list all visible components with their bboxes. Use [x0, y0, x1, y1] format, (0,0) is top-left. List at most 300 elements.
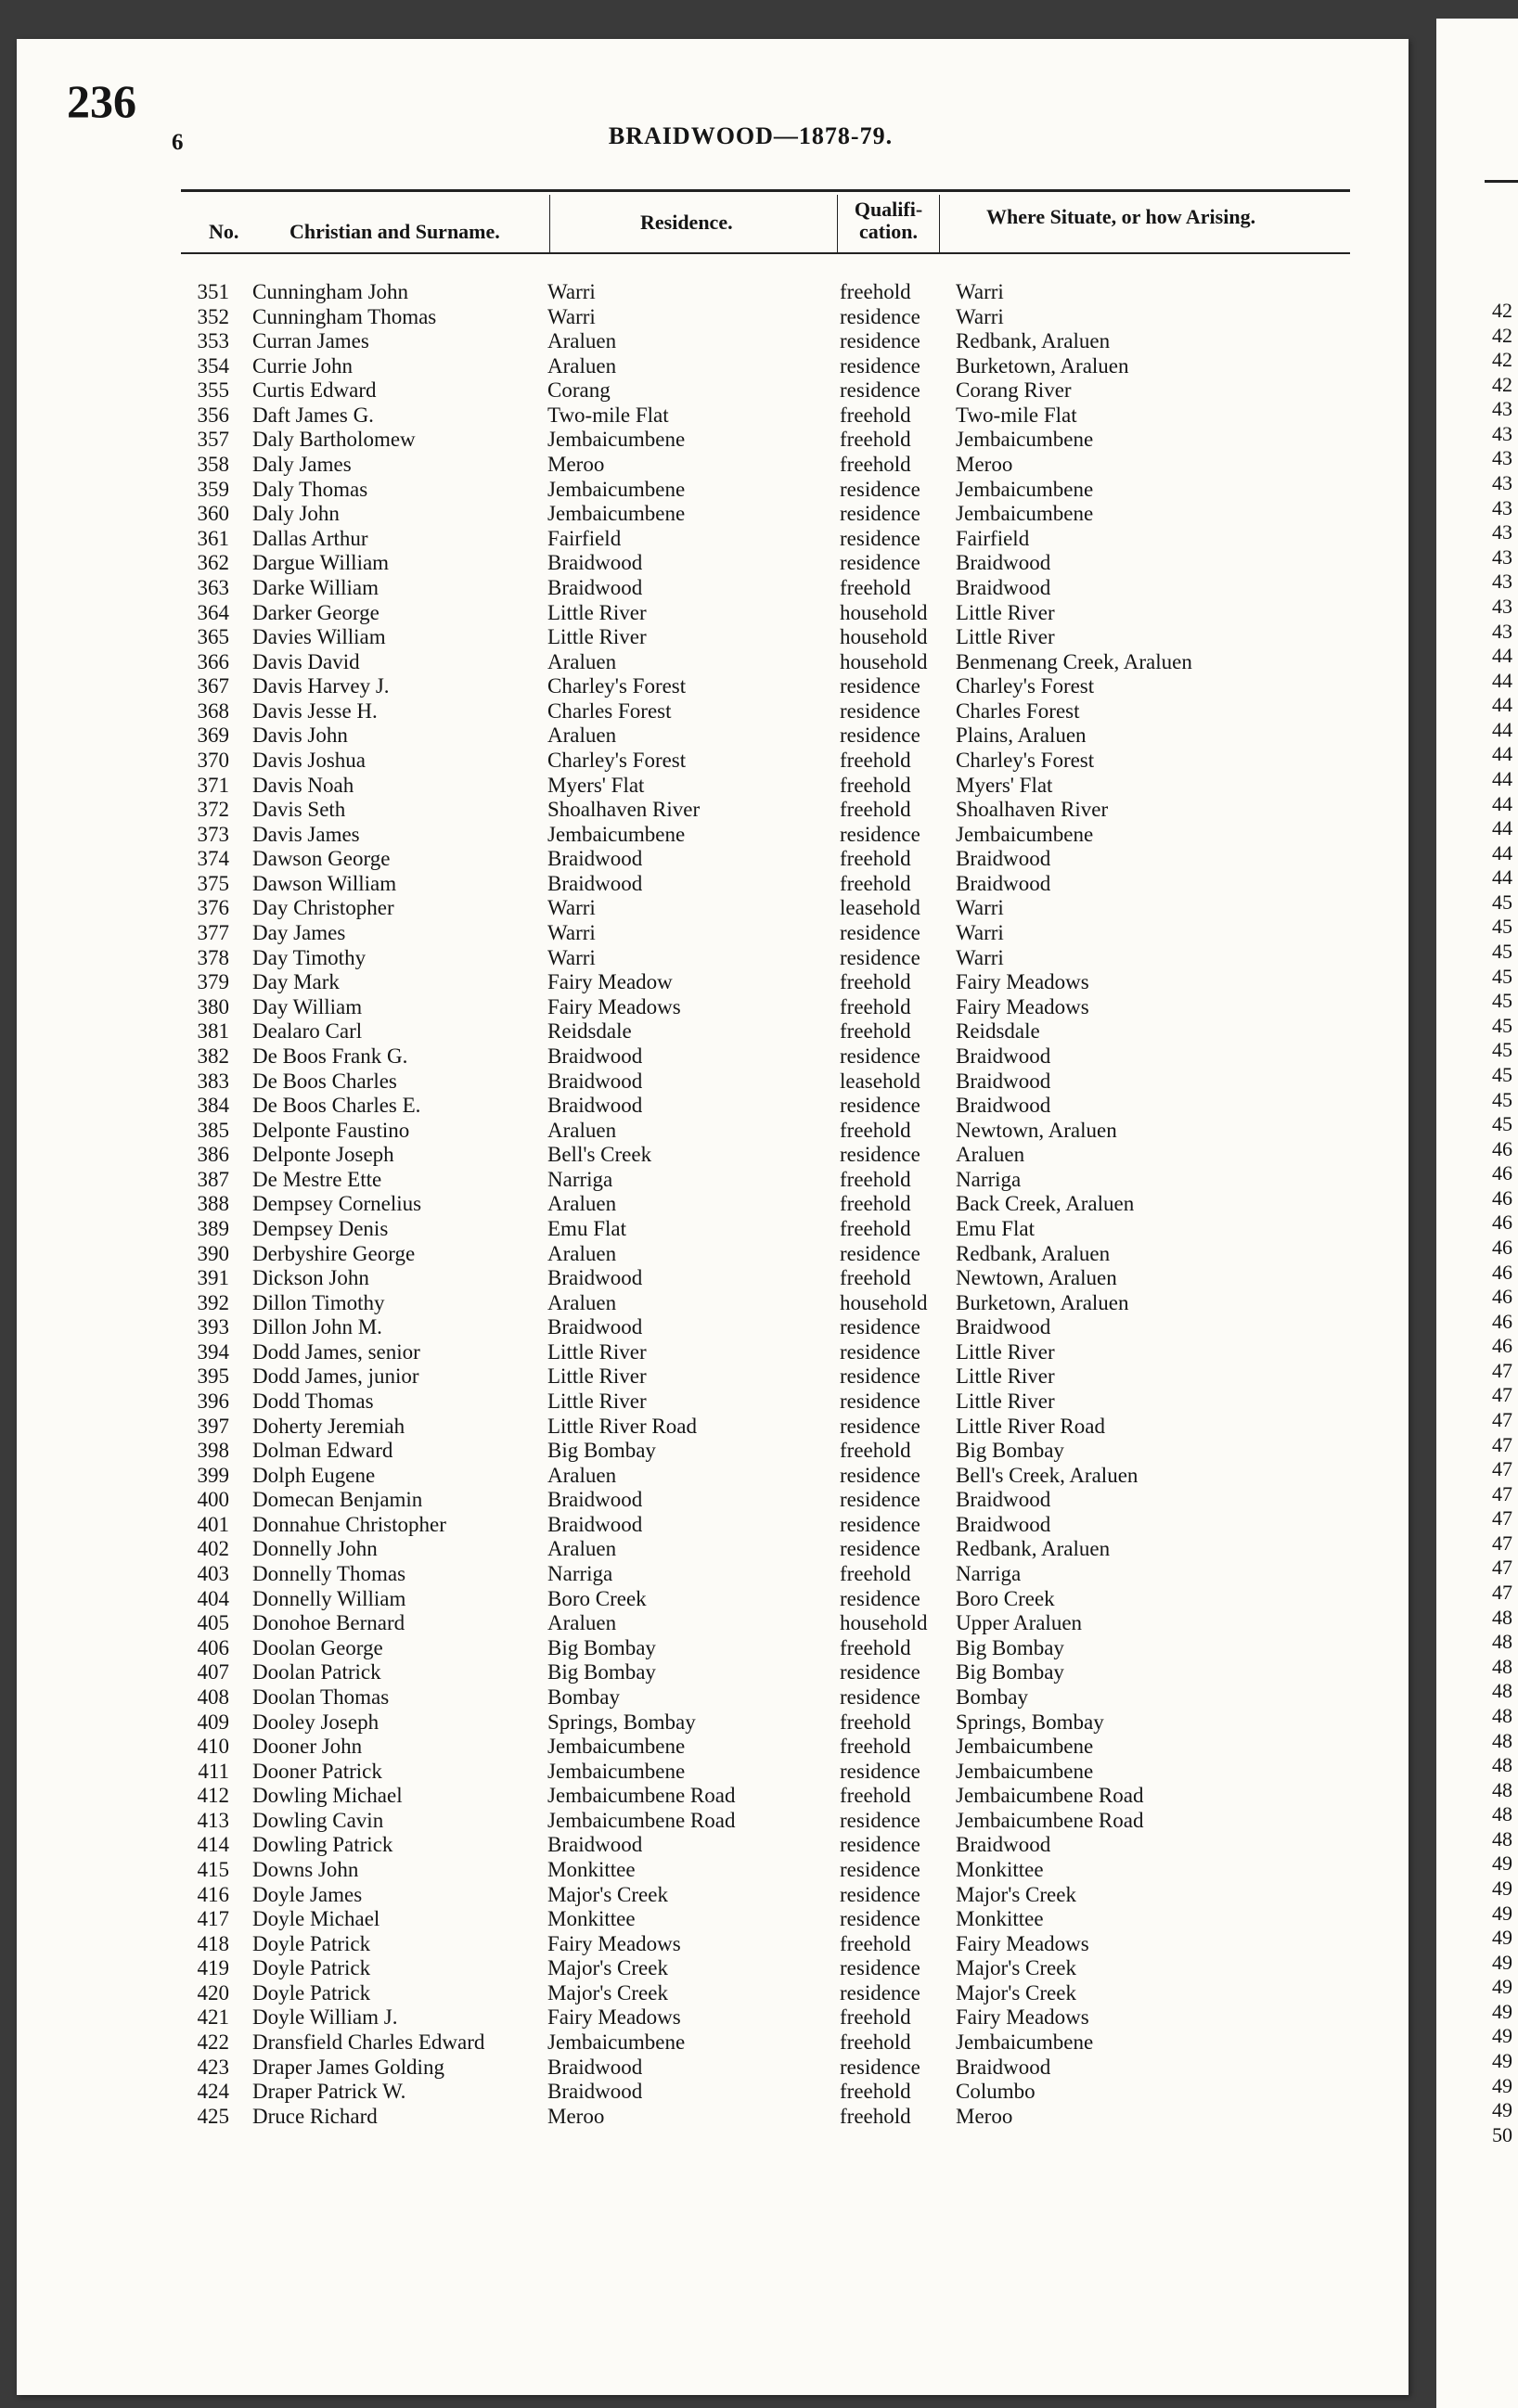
elector-residence: Araluen	[547, 1192, 617, 1216]
elector-where-situate: Big Bombay	[956, 1635, 1064, 1659]
elector-name: Donnelly William	[252, 1586, 406, 1610]
table-row	[0, 1883, 1447, 1908]
table-row	[0, 2056, 1447, 2081]
elector-name: Draper Patrick W.	[252, 2080, 406, 2104]
elector-qualification: residence	[840, 1094, 920, 1118]
adjacent-page-number: 47	[1492, 1506, 1512, 1531]
elector-number: 403	[197, 1562, 229, 1586]
column-divider	[939, 195, 940, 252]
elector-number: 383	[197, 1069, 229, 1093]
adjacent-page-number: 50	[1492, 2122, 1512, 2146]
adjacent-page-number: 44	[1492, 766, 1512, 790]
elector-qualification: household	[840, 1290, 928, 1314]
elector-residence: Big Bombay	[547, 1439, 656, 1463]
adjacent-page-edge	[1436, 19, 1518, 2408]
adjacent-page-number: 45	[1492, 964, 1512, 988]
elector-residence: Araluen	[547, 649, 617, 673]
elector-residence: Charley's Forest	[547, 674, 687, 698]
adjacent-page-number: 48	[1492, 1703, 1512, 1727]
elector-qualification: freehold	[840, 1931, 911, 1955]
table-row	[0, 625, 1447, 650]
elector-name: Dodd James, senior	[252, 1339, 420, 1364]
elector-number: 373	[197, 822, 229, 846]
elector-number: 378	[197, 945, 229, 969]
elector-name: Donnelly Thomas	[252, 1562, 406, 1586]
elector-qualification: freehold	[840, 994, 911, 1018]
table-row	[0, 1464, 1447, 1489]
table-row	[0, 1858, 1447, 1883]
table-row	[0, 699, 1447, 724]
table-row	[0, 1192, 1447, 1217]
elector-where-situate: Fairy Meadows	[956, 1931, 1089, 1955]
table-row	[0, 798, 1447, 823]
elector-residence: Meroo	[547, 2104, 605, 2128]
elector-name: Dempsey Denis	[252, 1216, 389, 1240]
elector-where-situate: Fairy Meadows	[956, 2005, 1089, 2030]
elector-number: 358	[197, 453, 229, 477]
column-divider	[549, 195, 550, 252]
elector-name: Dempsey Cornelius	[252, 1192, 422, 1216]
elector-where-situate: Fairy Meadows	[956, 970, 1089, 994]
elector-number: 395	[197, 1364, 229, 1389]
elector-residence: Jembaicumbene	[547, 2030, 686, 2055]
elector-number: 392	[197, 1290, 229, 1314]
table-row	[0, 1907, 1447, 1932]
elector-where-situate: Charley's Forest	[956, 748, 1095, 772]
elector-number: 387	[197, 1167, 229, 1191]
elector-qualification: freehold	[840, 453, 911, 477]
elector-number: 404	[197, 1586, 229, 1610]
elector-name: De Boos Charles	[252, 1069, 397, 1093]
elector-qualification: freehold	[840, 2030, 911, 2055]
elector-where-situate: Redbank, Araluen	[956, 1537, 1111, 1561]
elector-qualification: residence	[840, 1390, 920, 1414]
adjacent-page-number: 43	[1492, 495, 1512, 519]
adjacent-page-number: 43	[1492, 471, 1512, 495]
elector-number: 370	[197, 748, 229, 772]
table-row	[0, 1735, 1447, 1760]
elector-name: Dolman Edward	[252, 1439, 393, 1463]
elector-qualification: residence	[840, 1858, 920, 1881]
elector-number: 365	[197, 625, 229, 649]
elector-residence: Braidwood	[547, 1315, 643, 1339]
table-row	[0, 1242, 1447, 1267]
elector-name: Dolph Eugene	[252, 1463, 376, 1487]
elector-qualification: household	[840, 625, 928, 649]
elector-name: Dowling Patrick	[252, 1833, 393, 1857]
adjacent-page-number: 46	[1492, 1136, 1512, 1160]
elector-where-situate: Warri	[956, 280, 1004, 303]
adjacent-page-number: 47	[1492, 1383, 1512, 1407]
elector-qualification: freehold	[840, 403, 911, 427]
elector-where-situate: Plains, Araluen	[956, 724, 1087, 748]
elector-residence: Jembaicumbene Road	[547, 1784, 736, 1808]
elector-residence: Braidwood	[547, 847, 643, 871]
adjacent-page-number: 46	[1492, 1334, 1512, 1358]
adjacent-page-number: 44	[1492, 668, 1512, 692]
adjacent-page-number: 46	[1492, 1260, 1512, 1284]
elector-number: 402	[197, 1537, 229, 1561]
elector-where-situate: Braidwood	[956, 871, 1051, 895]
table-row	[0, 478, 1447, 503]
elector-residence: Jembaicumbene	[547, 428, 686, 452]
elector-where-situate: Newtown, Araluen	[956, 1118, 1117, 1142]
elector-where-situate: Little River	[956, 1339, 1055, 1364]
elector-residence: Araluen	[547, 1290, 617, 1314]
elector-name: Dillon Timothy	[252, 1290, 385, 1314]
elector-name: Doyle James	[252, 1882, 363, 1906]
elector-residence: Little River	[547, 1364, 647, 1389]
table-row	[0, 995, 1447, 1020]
elector-residence: Springs, Bombay	[547, 1710, 696, 1734]
adjacent-page-number: 44	[1492, 840, 1512, 865]
elector-qualification: freehold	[840, 798, 911, 822]
elector-residence: Meroo	[547, 453, 605, 477]
elector-residence: Jembaicumbene	[547, 1735, 686, 1759]
adjacent-page-number: 49	[1492, 2024, 1512, 2048]
elector-qualification: freehold	[840, 1118, 911, 1142]
elector-name: Doolan Patrick	[252, 1660, 381, 1684]
adjacent-page-number: 44	[1492, 865, 1512, 890]
table-row	[0, 921, 1447, 946]
elector-residence: Jembaicumbene Road	[547, 1808, 736, 1832]
elector-qualification: residence	[840, 526, 920, 550]
table-row	[0, 1833, 1447, 1858]
elector-qualification: freehold	[840, 1019, 911, 1044]
elector-name: Doyle Patrick	[252, 1980, 371, 2005]
adjacent-page-number: 49	[1492, 1999, 1512, 2023]
elector-name: Doherty Jeremiah	[252, 1414, 405, 1438]
elector-qualification: residence	[840, 1660, 920, 1684]
table-row	[0, 1685, 1447, 1710]
table-row	[0, 576, 1447, 601]
elector-number: 417	[197, 1907, 229, 1931]
elector-qualification: residence	[840, 1956, 920, 1980]
elector-residence: Monkittee	[547, 1858, 636, 1881]
elector-number: 374	[197, 847, 229, 871]
elector-qualification: residence	[840, 1586, 920, 1610]
elector-residence: Braidwood	[547, 1094, 643, 1118]
table-row	[0, 1636, 1447, 1661]
elector-where-situate: Bombay	[956, 1684, 1028, 1709]
page-number: 6	[172, 130, 184, 155]
elector-number: 380	[197, 994, 229, 1018]
elector-where-situate: Fairfield	[956, 526, 1030, 550]
elector-number: 391	[197, 1266, 229, 1290]
table-row	[0, 847, 1447, 872]
elector-number: 416	[197, 1882, 229, 1906]
elector-residence: Two-mile Flat	[547, 403, 669, 427]
elector-where-situate: Major's Creek	[956, 1956, 1076, 1980]
adjacent-page-number: 42	[1492, 372, 1512, 396]
elector-name: Doolan Thomas	[252, 1684, 390, 1709]
elector-number: 393	[197, 1315, 229, 1339]
adjacent-page-number: 49	[1492, 1851, 1512, 1876]
table-row	[0, 650, 1447, 675]
table-row	[0, 970, 1447, 995]
elector-where-situate: Narriga	[956, 1167, 1022, 1191]
elector-residence: Little River	[547, 625, 647, 649]
elector-qualification: residence	[840, 1882, 920, 1906]
elector-where-situate: Braidwood	[956, 1512, 1051, 1536]
elector-qualification: residence	[840, 1684, 920, 1709]
elector-qualification: residence	[840, 551, 920, 575]
elector-name: Dodd Thomas	[252, 1390, 374, 1414]
elector-name: Domecan Benjamin	[252, 1488, 423, 1512]
column-header-residence: Residence.	[640, 211, 733, 234]
adjacent-page-number: 45	[1492, 989, 1512, 1013]
elector-number: 369	[197, 724, 229, 748]
adjacent-page-number: 45	[1492, 1112, 1512, 1136]
adjacent-page-number: 46	[1492, 1185, 1512, 1210]
elector-qualification: residence	[840, 1808, 920, 1832]
elector-number: 354	[197, 353, 229, 378]
elector-residence: Braidwood	[547, 551, 643, 575]
elector-name: De Boos Charles E.	[252, 1094, 421, 1118]
elector-residence: Braidwood	[547, 1488, 643, 1512]
elector-where-situate: Braidwood	[956, 1315, 1051, 1339]
elector-number: 368	[197, 698, 229, 723]
table-row	[0, 2105, 1447, 2130]
elector-number: 390	[197, 1241, 229, 1265]
table-row	[0, 428, 1447, 453]
elector-number: 379	[197, 970, 229, 994]
elector-where-situate: Burketown, Araluen	[956, 1290, 1129, 1314]
elector-where-situate: Major's Creek	[956, 1882, 1076, 1906]
elector-name: Davis Seth	[252, 798, 346, 822]
elector-where-situate: Araluen	[956, 1143, 1025, 1167]
table-row	[0, 1611, 1447, 1636]
elector-name: Doyle Patrick	[252, 1931, 371, 1955]
table-row	[0, 1266, 1447, 1291]
adjacent-page-number: 47	[1492, 1481, 1512, 1505]
elector-name: Delponte Faustino	[252, 1118, 410, 1142]
table-row	[0, 1981, 1447, 2006]
adjacent-page-number: 49	[1492, 1950, 1512, 1974]
elector-number: 401	[197, 1512, 229, 1536]
adjacent-page-number: 47	[1492, 1408, 1512, 1432]
elector-where-situate: Warri	[956, 921, 1004, 945]
adjacent-page-number: 48	[1492, 1753, 1512, 1777]
elector-number: 364	[197, 600, 229, 624]
elector-list	[0, 280, 1447, 2129]
table-row	[0, 329, 1447, 354]
adjacent-page-number: 48	[1492, 1802, 1512, 1826]
elector-number: 413	[197, 1808, 229, 1832]
table-row	[0, 1956, 1447, 1981]
elector-number: 353	[197, 329, 229, 353]
elector-number: 361	[197, 526, 229, 550]
elector-name: Doyle Michael	[252, 1907, 380, 1931]
elector-where-situate: Corang River	[956, 378, 1072, 403]
adjacent-page-number: 43	[1492, 446, 1512, 470]
adjacent-page-number: 42	[1492, 299, 1512, 322]
elector-name: Delponte Joseph	[252, 1143, 394, 1167]
adjacent-page-number: 43	[1492, 397, 1512, 421]
elector-qualification: residence	[840, 1364, 920, 1389]
elector-residence: Boro Creek	[547, 1586, 647, 1610]
elector-residence: Araluen	[547, 724, 617, 748]
elector-number: 397	[197, 1414, 229, 1438]
elector-residence: Araluen	[547, 1463, 617, 1487]
elector-qualification: residence	[840, 1315, 920, 1339]
elector-where-situate: Burketown, Araluen	[956, 353, 1129, 378]
column-header-where: Where Situate, or how Arising.	[986, 205, 1256, 228]
elector-qualification: residence	[840, 1907, 920, 1931]
table-row	[0, 749, 1447, 774]
elector-residence: Warri	[547, 304, 596, 328]
elector-residence: Corang	[547, 378, 611, 403]
table-row	[0, 551, 1447, 576]
elector-residence: Bell's Creek	[547, 1143, 652, 1167]
table-row	[0, 1044, 1447, 1070]
elector-where-situate: Big Bombay	[956, 1660, 1064, 1684]
elector-number: 396	[197, 1390, 229, 1414]
elector-residence: Little River	[547, 600, 647, 624]
table-row	[0, 1390, 1447, 1415]
elector-residence: Charley's Forest	[547, 748, 687, 772]
elector-number: 385	[197, 1118, 229, 1142]
elector-number: 407	[197, 1660, 229, 1684]
elector-residence: Braidwood	[547, 1512, 643, 1536]
elector-number: 406	[197, 1635, 229, 1659]
adjacent-page-number: 48	[1492, 1728, 1512, 1752]
elector-qualification: freehold	[840, 1710, 911, 1734]
adjacent-page-number: 45	[1492, 890, 1512, 914]
elector-residence: Charles Forest	[547, 698, 672, 723]
elector-residence: Araluen	[547, 1118, 617, 1142]
elector-number: 419	[197, 1956, 229, 1980]
elector-qualification: residence	[840, 945, 920, 969]
column-header-qualification-line2: cation.	[859, 220, 918, 243]
elector-qualification: residence	[840, 1241, 920, 1265]
elector-where-situate: Braidwood	[956, 575, 1051, 599]
elector-name: Daft James G.	[252, 403, 374, 427]
elector-number: 399	[197, 1463, 229, 1487]
table-row	[0, 1415, 1447, 1440]
elector-where-situate: Back Creek, Araluen	[956, 1192, 1135, 1216]
elector-name: Dooner Patrick	[252, 1759, 382, 1783]
table-row	[0, 1488, 1447, 1513]
elector-where-situate: Little River Road	[956, 1414, 1105, 1438]
elector-residence: Warri	[547, 921, 596, 945]
elector-where-situate: Narriga	[956, 1562, 1022, 1586]
elector-qualification: residence	[840, 1759, 920, 1783]
elector-residence: Little River	[547, 1390, 647, 1414]
elector-name: Darker George	[252, 600, 380, 624]
elector-name: Day Timothy	[252, 945, 367, 969]
table-row	[0, 1513, 1447, 1538]
elector-where-situate: Braidwood	[956, 847, 1051, 871]
elector-residence: Araluen	[547, 1241, 617, 1265]
elector-number: 366	[197, 649, 229, 673]
elector-qualification: residence	[840, 1339, 920, 1364]
elector-name: Draper James Golding	[252, 2055, 444, 2079]
elector-where-situate: Monkittee	[956, 1858, 1044, 1881]
table-row	[0, 403, 1447, 429]
elector-where-situate: Little River	[956, 625, 1055, 649]
elector-where-situate: Shoalhaven River	[956, 798, 1109, 822]
adjacent-page-number: 49	[1492, 1876, 1512, 1900]
elector-name: Downs John	[252, 1858, 359, 1881]
elector-qualification: residence	[840, 329, 920, 353]
elector-qualification: residence	[840, 724, 920, 748]
adjacent-page-number: 45	[1492, 1013, 1512, 1037]
elector-where-situate: Meroo	[956, 2104, 1013, 2128]
elector-name: Day James	[252, 921, 346, 945]
elector-name: Davis David	[252, 649, 360, 673]
elector-name: Daly James	[252, 453, 352, 477]
elector-residence: Braidwood	[547, 871, 643, 895]
table-row	[0, 280, 1447, 305]
elector-residence: Braidwood	[547, 1044, 643, 1068]
elector-where-situate: Meroo	[956, 453, 1013, 477]
elector-name: Druce Richard	[252, 2104, 378, 2128]
elector-name: De Mestre Ette	[252, 1167, 382, 1191]
adjacent-page-number: 45	[1492, 915, 1512, 939]
elector-where-situate: Jembaicumbene	[956, 1735, 1094, 1759]
elector-residence: Narriga	[547, 1562, 613, 1586]
adjacent-page-number: 49	[1492, 1901, 1512, 1925]
adjacent-page-number: 48	[1492, 1630, 1512, 1654]
adjacent-page-number: 47	[1492, 1531, 1512, 1555]
elector-where-situate: Jembaicumbene	[956, 822, 1094, 846]
adjacent-page-number: 49	[1492, 1926, 1512, 1950]
elector-where-situate: Bell's Creek, Araluen	[956, 1463, 1138, 1487]
elector-name: Daly John	[252, 502, 340, 526]
elector-qualification: freehold	[840, 1562, 911, 1586]
elector-qualification: residence	[840, 2055, 920, 2079]
elector-name: Doolan George	[252, 1635, 383, 1659]
adjacent-page-number: 47	[1492, 1457, 1512, 1481]
elector-name: Curtis Edward	[252, 378, 377, 403]
table-row	[0, 724, 1447, 749]
table-row	[0, 1119, 1447, 1144]
elector-residence: Araluen	[547, 1611, 617, 1635]
elector-name: Dallas Arthur	[252, 526, 368, 550]
elector-number: 372	[197, 798, 229, 822]
table-row	[0, 1784, 1447, 1809]
elector-where-situate: Warri	[956, 896, 1004, 920]
elector-qualification: freehold	[840, 1266, 911, 1290]
elector-name: Day Mark	[252, 970, 340, 994]
elector-residence: Braidwood	[547, 2055, 643, 2079]
elector-number: 355	[197, 378, 229, 403]
elector-residence: Fairy Meadows	[547, 1931, 681, 1955]
adjacent-page-number: 44	[1492, 693, 1512, 717]
elector-residence: Warri	[547, 945, 596, 969]
header-rule-top	[181, 189, 1350, 192]
adjacent-page-number: 43	[1492, 570, 1512, 594]
elector-qualification: residence	[840, 921, 920, 945]
table-row	[0, 354, 1447, 379]
elector-name: Davis Joshua	[252, 748, 367, 772]
elector-residence: Little River Road	[547, 1414, 697, 1438]
elector-residence: Jembaicumbene	[547, 822, 686, 846]
adjacent-page-number: 45	[1492, 1087, 1512, 1111]
elector-where-situate: Redbank, Araluen	[956, 329, 1111, 353]
elector-qualification: freehold	[840, 280, 911, 303]
adjacent-page-number: 44	[1492, 742, 1512, 766]
elector-where-situate: Jembaicumbene	[956, 2030, 1094, 2055]
table-row	[0, 1364, 1447, 1390]
adjacent-page-number: 43	[1492, 520, 1512, 544]
elector-qualification: residence	[840, 1044, 920, 1068]
elector-qualification: residence	[840, 674, 920, 698]
elector-where-situate: Jembaicumbene	[956, 502, 1094, 526]
elector-number: 362	[197, 551, 229, 575]
elector-where-situate: Little River	[956, 600, 1055, 624]
